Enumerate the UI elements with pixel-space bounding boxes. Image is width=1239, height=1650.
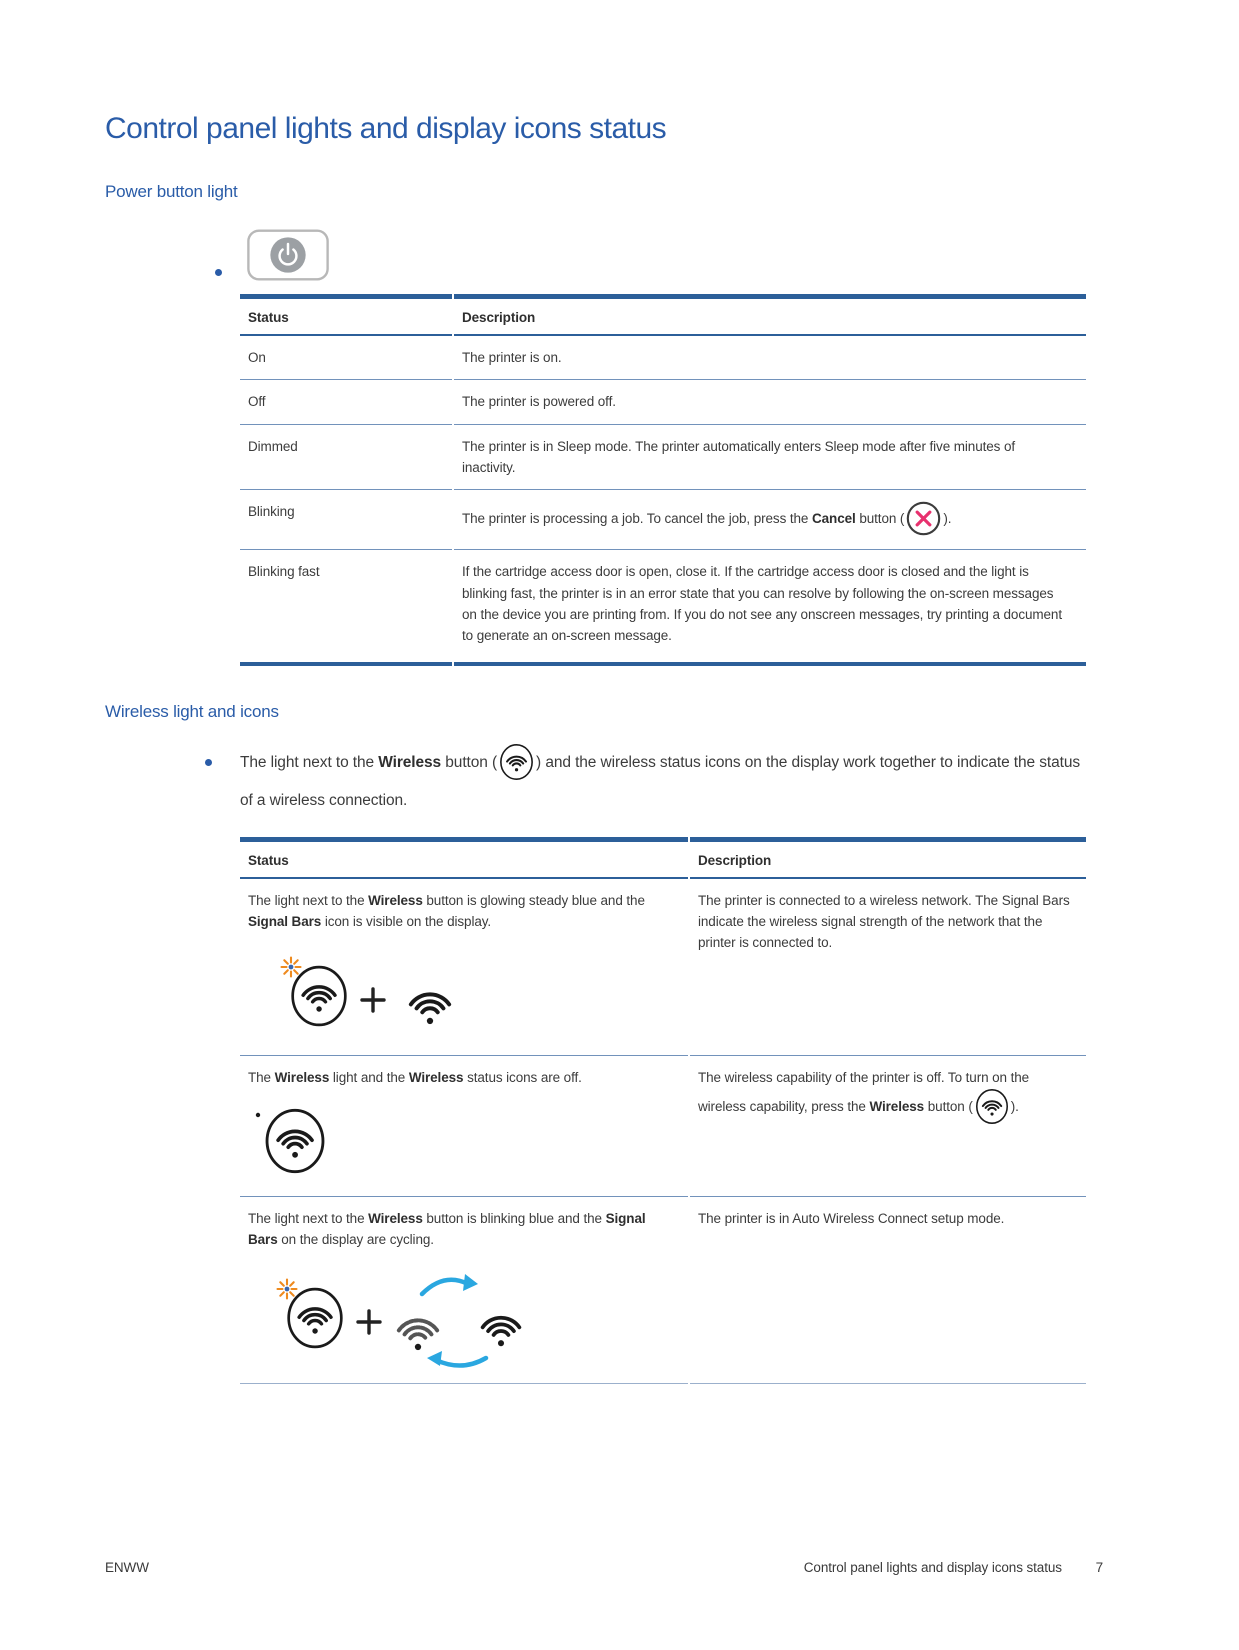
- signal-bars-dim-icon: [399, 1321, 437, 1351]
- cancel-icon: [905, 500, 942, 537]
- description-text: The wireless capability of the printer is off. To turn on the wireless capability, press the Wireless button ( ).: [698, 1070, 1029, 1113]
- table-header-row: [240, 837, 1086, 879]
- table-header-status: Status: [240, 837, 688, 879]
- description-cell: The printer is in Auto Wireless Connect setup mode.: [690, 1197, 1086, 1385]
- table-row: [240, 425, 1086, 491]
- table-header-description: Description: [690, 837, 1086, 879]
- wireless-button-icon: [498, 743, 535, 781]
- footer-page-number: 7: [1095, 1560, 1103, 1575]
- table-row: [240, 490, 1086, 550]
- off-light-dot: [256, 1112, 260, 1116]
- bullet-marker: [215, 269, 222, 276]
- section-heading-power: Power button light: [105, 182, 238, 201]
- signal-bars-icon: [483, 1318, 520, 1346]
- table-row: [240, 380, 1086, 424]
- description-cell: [454, 490, 1086, 550]
- wireless-button-icon: [289, 1289, 342, 1347]
- status-cell: On: [240, 336, 452, 380]
- table-row: [240, 879, 1086, 1057]
- status-cell: [240, 1056, 688, 1196]
- power-light-table: [238, 294, 1088, 666]
- blinking-light-icon: [278, 1280, 297, 1299]
- plus-sign: [362, 989, 384, 1011]
- footer-right: [804, 1560, 1103, 1575]
- description-cell: The printer is connected to a wireless network. The Signal Bars indicate the wireless signal strength of the network that the printer is connected to.: [690, 879, 1086, 1057]
- signal-bars-icon: [411, 995, 449, 1025]
- wireless-status-table: [238, 837, 1088, 1385]
- table-row: [240, 1056, 1086, 1196]
- description-cell: The printer is in Sleep mode. The printer automatically enters Sleep mode after five minutes of inactivity.: [454, 425, 1086, 491]
- page-footer: [105, 1560, 1103, 1575]
- status-text: The light next to the Wireless button is blinking blue and the Signal Bars on the display are cycling.: [248, 1210, 646, 1247]
- table-header-description: Description: [454, 294, 1086, 336]
- footer-left: ENWW: [105, 1560, 149, 1575]
- status-cell: Blinking: [240, 490, 452, 550]
- table-row: [240, 1197, 1086, 1385]
- wireless-intro: [205, 744, 1239, 819]
- status-cell: Dimmed: [240, 425, 452, 491]
- status-text: The light next to the Wireless button is glowing steady blue and the Signal Bars icon is visible on the display.: [248, 892, 645, 929]
- cycling-arrows-icon: [422, 1274, 486, 1366]
- plus-sign: [358, 1311, 380, 1333]
- table-header-row: [240, 294, 1086, 336]
- status-cell: Off: [240, 380, 452, 424]
- footer-section-title: Control panel lights and display icons status: [803, 1560, 1062, 1575]
- status-text: The Wireless light and the Wireless status icons are off.: [248, 1070, 582, 1086]
- wireless-button-icon: [974, 1088, 1010, 1125]
- section-heading-wireless: Wireless light and icons: [105, 701, 279, 721]
- bullet-marker: [205, 759, 212, 766]
- description-text: The printer is processing a job. To cancel the job, press the Cancel button ( ).: [462, 501, 951, 538]
- blinking-light-icon: [282, 958, 301, 977]
- description-cell: The printer is on.: [454, 336, 1086, 380]
- wireless-on-icons: [278, 952, 476, 1036]
- power-button-icon: [246, 228, 330, 282]
- wireless-button-icon: [267, 1110, 323, 1171]
- wireless-button-icon: [293, 967, 346, 1025]
- description-cell: If the cartridge access door is open, close it. If the cartridge access door is closed and the light is blinking fast, the printer is in an error state that you can resolve by following the on-screen messages on the device you are printing from. If you do not see any onscreen messages, try printing a document to generate an on-screen message.: [454, 550, 1086, 665]
- table-header-status: Status: [240, 294, 452, 336]
- page-title: Control panel lights and display icons status: [105, 112, 667, 145]
- wireless-blinking-icons: [274, 1266, 536, 1370]
- description-cell: The printer is powered off.: [454, 380, 1086, 424]
- status-cell: [240, 879, 688, 1057]
- wireless-intro-text: The light next to the Wireless button ( ) and the wireless status icons on the display work together to indicate the status of a wireless connection.: [240, 744, 1082, 819]
- status-cell: Blinking fast: [240, 550, 452, 665]
- wireless-off-icon: [250, 1101, 334, 1181]
- description-cell: [690, 1056, 1086, 1196]
- power-button-figure: [215, 228, 1239, 282]
- table-row: [240, 336, 1086, 380]
- table-row: [240, 550, 1086, 665]
- status-cell: [240, 1197, 688, 1385]
